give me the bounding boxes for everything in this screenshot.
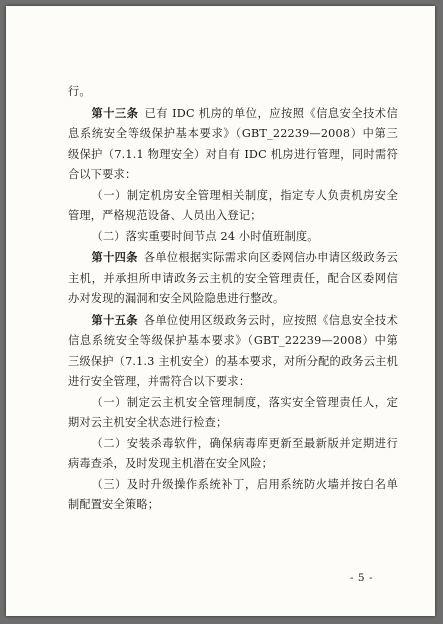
article-number: 第十四条 — [91, 250, 138, 264]
paragraph-text: 行。 — [68, 85, 91, 98]
article-number: 第十三条 — [91, 105, 139, 120]
article-13-paragraph — [68, 103, 398, 186]
paragraph-text: 各单位根据实际需求向区委网信办申请区级政务云主机，并承担所申请政务云主机的安全管理责任，配合区委网信办对发现的漏洞和安全风险隐患进行整改。 — [68, 251, 398, 305]
paragraph-text: 已有 IDC 机房的单位，应按照《信息安全技术信息系统安全等级保护基本要求》（GBT_22239—2008）中第三级保护（7.1.1 物理安全）对自有 IDC 机房进行管理，同时需符合以下要求： — [68, 106, 398, 181]
paragraph-continuation — [68, 82, 398, 103]
paragraph-text: （一）制定机房安全管理相关制度，指定专人负责机房安全管理，严格规范设备、人员出入登记； — [68, 188, 398, 222]
article-13-item-2 — [68, 227, 398, 248]
article-15-item-3 — [68, 475, 398, 516]
article-number: 第十五条 — [91, 312, 138, 327]
paragraph-text: （三）及时升级操作系统补丁，启用系统防火墙并按白名单制配置安全策略； — [68, 477, 398, 511]
paragraph-text: 各单位使用区级政务云时，应按照《信息安全技术信息系统安全等级保护基本要求》（GBT_22239—2008）中第三级保护（7.1.3 主机安全）的基本要求，对所分配的政务云主机进行安全管理，并需符合以下要求： — [68, 313, 398, 388]
article-15-paragraph — [68, 310, 398, 393]
document-body — [68, 82, 398, 516]
paragraph-text: （一）制定云主机安全管理制度，落实安全管理责任人，定期对云主机安全状态进行检查； — [68, 395, 398, 429]
paragraph-text: （二）落实重要时间节点 24 小时值班制度。 — [91, 229, 319, 243]
page-number: - 5 - — [350, 572, 373, 584]
article-14-paragraph — [68, 247, 398, 310]
article-15-item-1 — [68, 393, 398, 434]
article-15-item-2 — [68, 434, 398, 475]
document-page — [6, 6, 435, 616]
article-13-item-1 — [68, 186, 398, 227]
paragraph-text: （二）安装杀毒软件，确保病毒库更新至最新版并定期进行病毒查杀，及时发现主机潜在安全风险； — [68, 436, 398, 470]
